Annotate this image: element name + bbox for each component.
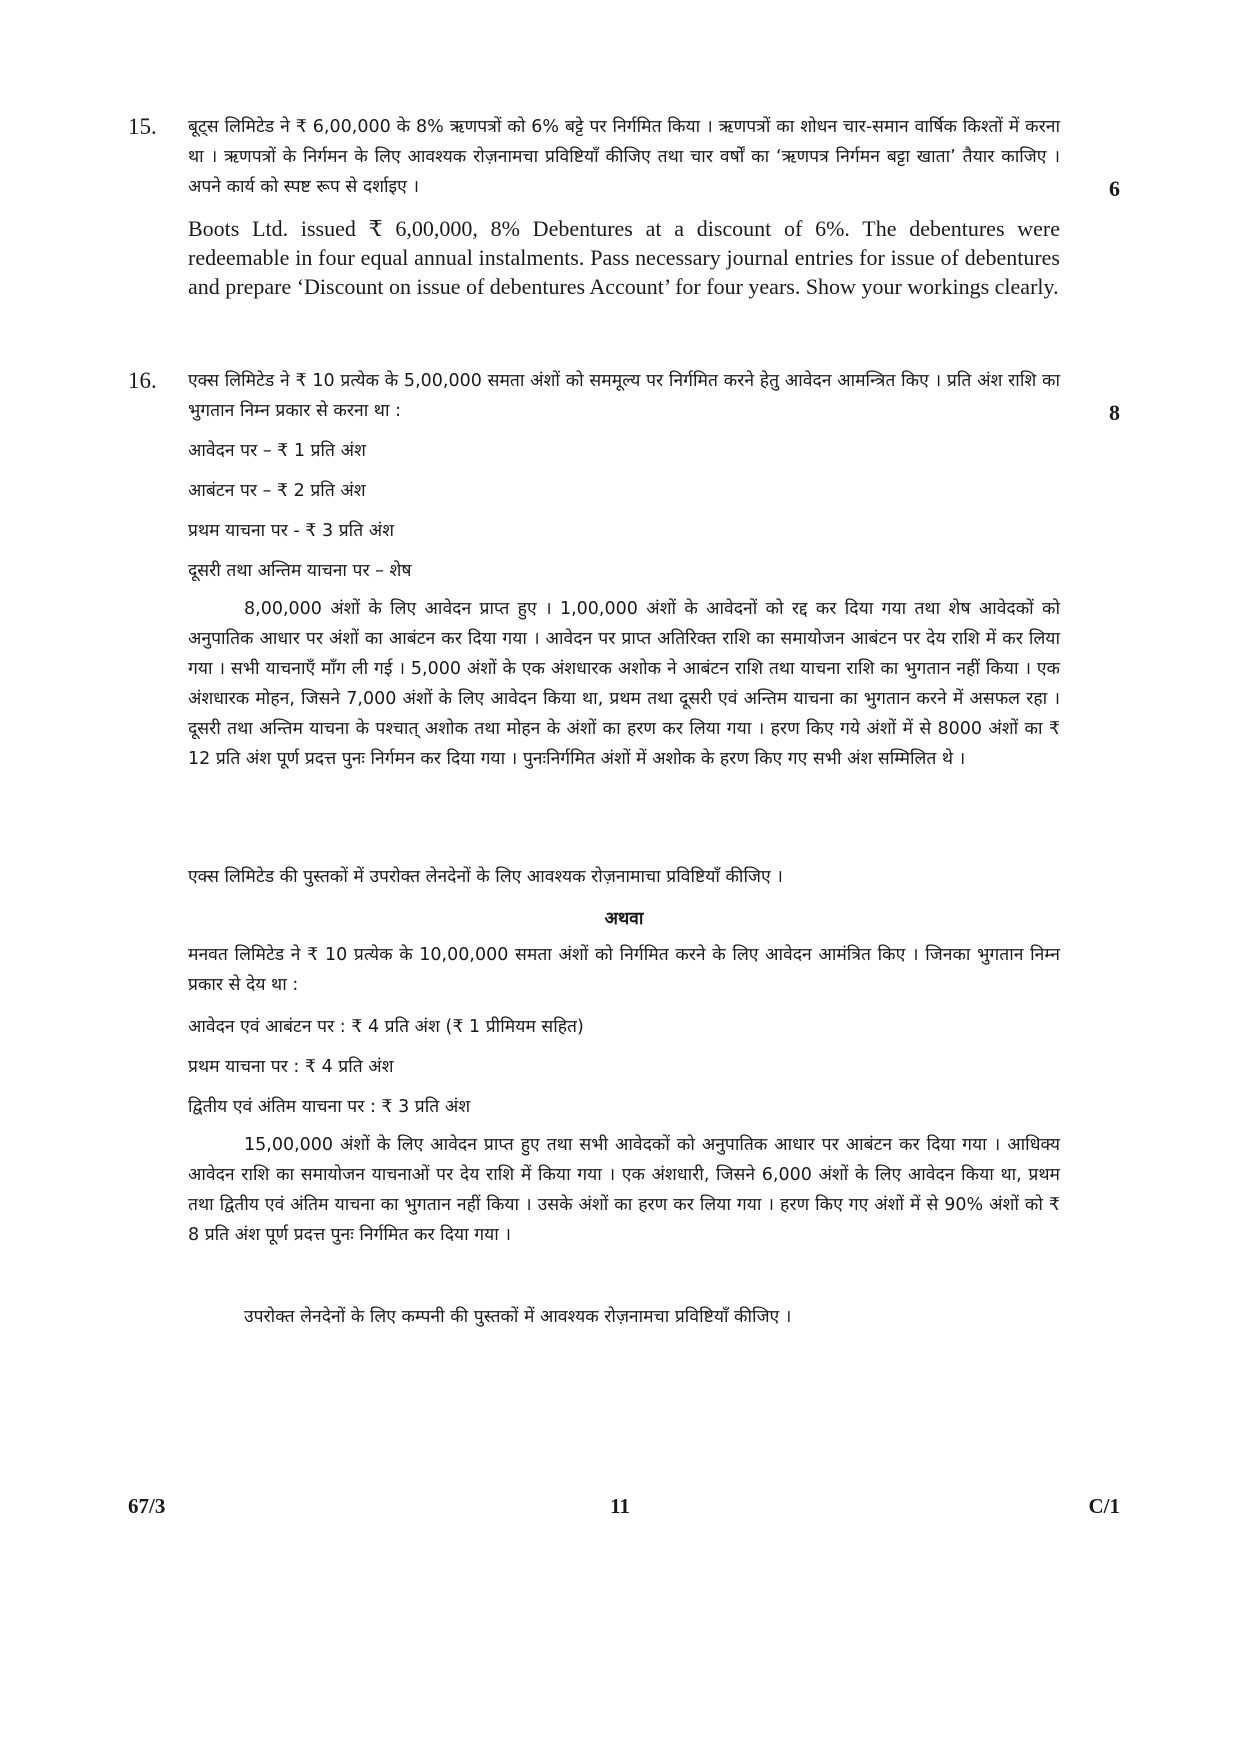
question-15-english-text: Boots Ltd. issued ₹ 6,00,000, 8% Debentures at a discount of 6%. The debentures were redeemable in four equal annual instalments. Pass necessary journal entries for issue of debentures and prepare ‘Discount on issue of debentures Account’ for four years. Show your workings clearly.	[188, 216, 1060, 299]
question-16-alt-paragraph	[188, 1130, 1060, 1250]
question-16-marks: 8	[1109, 400, 1120, 425]
or-heading: अथवा	[604, 909, 644, 929]
question-16-intro	[188, 366, 1060, 426]
question-16-alt-intro	[188, 940, 1060, 1000]
question-15-marks: 6	[1109, 176, 1120, 201]
paper-code: 67/3	[128, 1494, 166, 1518]
question-16-alt-task	[188, 1302, 1060, 1332]
question-16-paragraph-text: 8,00,000 अंशों के लिए आवेदन प्राप्त हुए । 1,00,000 अंशों के आवेदनों को रद्द कर दिया गया तथा शेष आवेदकों को अनुपातिक आधार पर अंशों का आबंटन कर दिया गया । आवेदन पर प्राप्त अतिरिक्त राशि का समायोजन आबंटन पर देय राशि में कर लिया गया । सभी याचनाएँ माँग ली गई । 5,000 अंशों के एक अंशधारक अशोक ने आबंटन राशि तथा याचना राशि का भुगतान नहीं किया । एक अंशधारक मोहन, जिसने 7,000 अंशों के लिए आवेदन किया था, प्रथम तथा दूसरी एवं अन्तिम याचना का भुगतान करने में असफल रहा । दूसरी तथा अन्तिम याचना के पश्चात् अशोक तथा मोहन के अंशों का हरण कर लिया गया । हरण किए गये अंशों में से 8000 अंशों का ₹ 12 प्रति अंश पूर्ण प्रदत्त पुनः निर्गमन कर दिया गया । पुनःनिर्गमित अंशों में अशोक के हरण किए गए सभी अंश सम्मिलित थे ।	[188, 599, 1060, 769]
question-16-alt-paragraph-text: 15,00,000 अंशों के लिए आवेदन प्राप्त हुए तथा सभी आवेदकों को अनुपातिक आधार पर आबंटन कर दिया गया । आधिक्य आवेदन राशि का समायोजन याचनाओं पर देय राशि में किया गया । एक अंशधारी, जिसने 6,000 अंशों के लिए आवेदन किया था, प्रथम तथा द्वितीय एवं अंतिम याचना का भुगतान नहीं किया । उसके अंशों का हरण कर लिया गया । हरण किए गए अंशों में से 90% अंशों को ₹ 8 प्रति अंश पूर्ण प्रदत्त पुनः निर्गमित कर दिया गया ।	[188, 1135, 1060, 1245]
question-15-number: 15.	[128, 114, 157, 139]
payment-item: आबंटन पर – ₹ 2 प्रति अंश	[188, 481, 366, 501]
page-number: 11	[610, 1494, 630, 1518]
payment-item: प्रथम याचना पर - ₹ 3 प्रति अंश	[188, 521, 394, 541]
question-15-english	[188, 214, 1060, 301]
question-15-hindi-text: बूट्स लिमिटेड ने ₹ 6,00,000 के 8% ऋणपत्रों को 6% बट्टे पर निर्गमित किया । ऋणपत्रों का शोधन चार-समान वार्षिक किश्तों में करना था । ऋणपत्रों के निर्गमन के लिए आवश्यक रोज़नामचा प्रविष्टियाँ कीजिए तथा चार वर्षों का ‘ऋणपत्र निर्गमन बट्टा खाता’ तैयार काजिए । अपने कार्य को स्पष्ट रूप से दर्शाइए ।	[188, 117, 1060, 197]
question-16-intro-text: एक्स लिमिटेड ने ₹ 10 प्रत्येक के 5,00,000 समता अंशों को सममूल्य पर निर्गमित करने हेतु आवेदन आमन्त्रित किए । प्रति अंश राशि का भुगतान निम्न प्रकार से करना था :	[188, 371, 1060, 421]
alt-payment-item: आवेदन एवं आबंटन पर : ₹ 4 प्रति अंश (₹ 1 प्रीमियम सहित)	[188, 1017, 584, 1037]
question-16-task	[188, 862, 1060, 892]
question-16-number: 16.	[128, 368, 157, 393]
question-15-hindi	[188, 112, 1060, 202]
alt-payment-item: द्वितीय एवं अंतिम याचना पर : ₹ 3 प्रति अंश	[188, 1097, 471, 1117]
payment-item: दूसरी तथा अन्तिम याचना पर – शेष	[188, 561, 412, 581]
question-16-paragraph	[188, 594, 1060, 774]
alt-payment-item: प्रथम याचना पर : ₹ 4 प्रति अंश	[188, 1057, 394, 1077]
payment-item: आवेदन पर – ₹ 1 प्रति अंश	[188, 441, 366, 461]
question-16-task-text: एक्स लिमिटेड की पुस्तकों में उपरोक्त लेनदेनों के लिए आवश्यक रोज़नामाचा प्रविष्टियाँ कीजिए ।	[188, 867, 783, 887]
question-16-alt-task-text: उपरोक्त लेनदेनों के लिए कम्पनी की पुस्तकों में आवश्यक रोज़नामचा प्रविष्टियाँ कीजिए ।	[244, 1307, 792, 1327]
set-code: C/1	[1088, 1494, 1120, 1518]
question-16-alt-intro-text: मनवत लिमिटेड ने ₹ 10 प्रत्येक के 10,00,000 समता अंशों को निर्गमित करने के लिए आवेदन आमंत्रित किए । जिनका भुगतान निम्न प्रकार से देय था :	[188, 945, 1060, 995]
